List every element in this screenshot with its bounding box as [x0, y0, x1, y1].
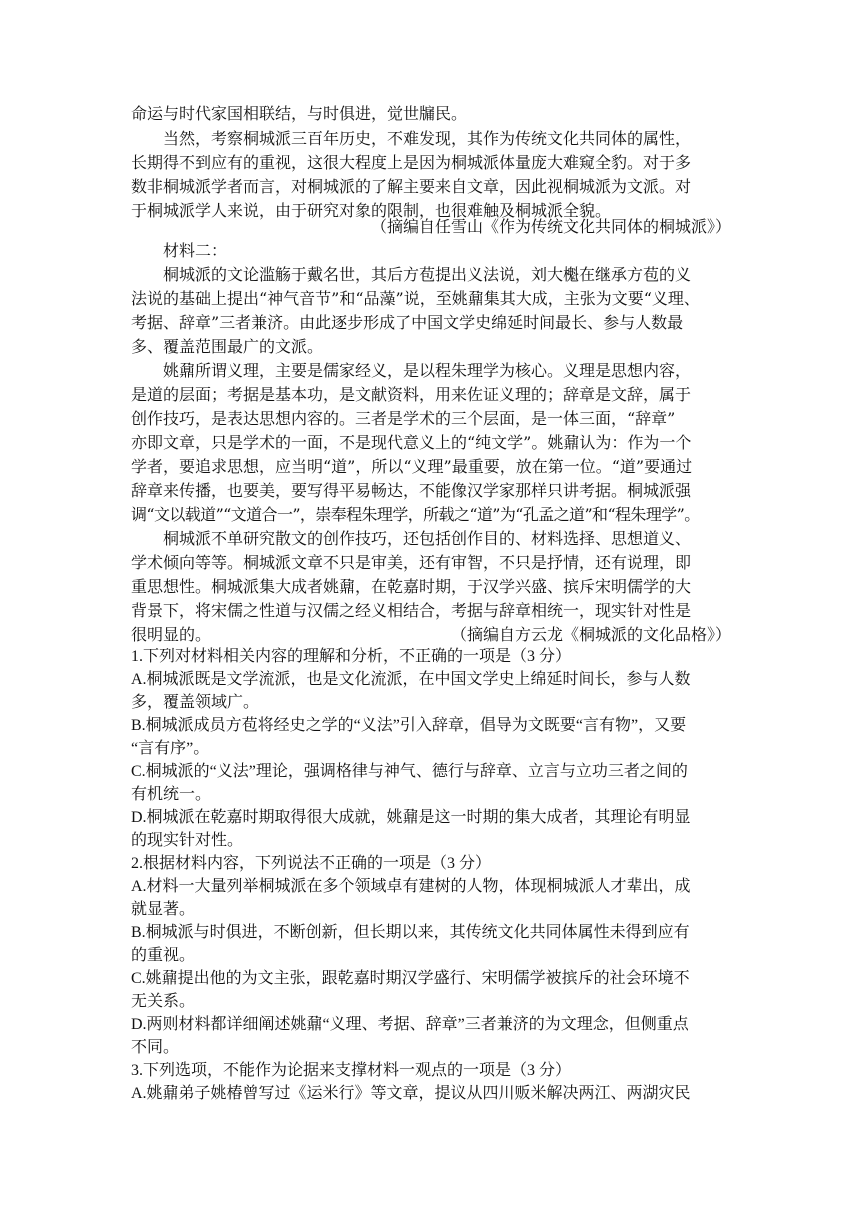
passage-line: 考据、辞章”三者兼济。由此逐步形成了中国文学史绵延时间最长、参与人数最 — [131, 313, 684, 332]
passage-line: 重思想性。桐城派集大成者姚鼐，在乾嘉时期，于汉学兴盛、摈斥宋明儒学的大 — [131, 577, 692, 596]
question-1-option-d: 的现实针对性。 — [131, 832, 244, 849]
passage-line: 很明显的。 — [131, 625, 212, 644]
passage-line: 学者，要追求思想，应当明“道”，所以“义理”最重要，放在第一位。“道”要通过 — [131, 457, 693, 476]
passage-line: 创作技巧，是表达思想内容的。三者是学术的三个层面，是一体三面，“辞章” — [131, 409, 676, 428]
question-1-option-b: B.桐城派成员方苞将经史之学的“义法”引入辞章，倡导为文既要“言有物”，又要 — [131, 717, 687, 734]
passage-line: 命运与时代家国相联结，与时俱进，觉世牖民。 — [131, 104, 468, 123]
passage-line: 辞章来传播，也要美，要写得平易畅达，不能像汉学家那样只讲考据。桐城派强 — [131, 481, 692, 500]
question-3-option-a: A.姚鼐弟子姚椿曾写过《运米行》等文章，提议从四川贩米解决两江、两湖灾民 — [131, 1085, 691, 1102]
question-1-option-c: 有机统一。 — [131, 786, 212, 803]
passage-line: 桐城派的文论滥觞于戴名世，其后方苞提出义法说，刘大櫆在继承方苞的义 — [131, 265, 692, 284]
question-2-option-a: A.材料一大量列举桐城派在多个领域卓有建树的人物，体现桐城派人才辈出，成 — [131, 878, 691, 895]
passage-line: 学术倾向等等。桐城派文章不只是审美，还有审智，不只是抒情，还有说理，即 — [131, 553, 692, 572]
question-2-option-c: 无关系。 — [131, 993, 196, 1010]
question-1-option-a: 多，覆盖领域广。 — [131, 694, 260, 711]
passage-line: 多、覆盖范围最广的文派。 — [131, 337, 324, 356]
passage-line: 当然，考察桐城派三百年历史，不难发现，其作为传统文化共同体的属性， — [131, 129, 692, 148]
material-heading: 材料二： — [131, 241, 228, 260]
passage-line: 姚鼐所谓义理，主要是儒家经义，是以程朱理学为核心。义理是思想内容， — [131, 361, 692, 380]
passage-line: 调“文以载道”“文道合一”，崇奉程朱理学，所载之“道”为“孔孟之道”和“程朱理学”。 — [131, 505, 700, 524]
question-2-option-a: 就显著。 — [131, 901, 196, 918]
question-2-stem: 2.根据材料内容，下列说法不正确的一项是（3 分） — [131, 855, 492, 872]
question-2-option-d: D.两则材料都详细阐述姚鼐“义理、考据、辞章”三者兼济的为文理念，但侧重点 — [131, 1016, 689, 1033]
question-2-option-d: 不同。 — [131, 1039, 180, 1056]
passage-line: 于桐城派学人来说，由于研究对象的限制，也很难触及桐城派全貌。 — [131, 201, 612, 220]
question-1-option-d: D.桐城派在乾嘉时期取得很大成就，姚鼐是这一时期的集大成者，其理论有明显 — [131, 809, 691, 826]
question-1-stem: 1.下列对材料相关内容的理解和分析，不正确的一项是（3 分） — [131, 648, 572, 665]
passage-line: 桐城派不单研究散文的创作技巧，还包括创作目的、材料选择、思想道义、 — [131, 529, 692, 548]
passage-line: 背景下，将宋儒之性道与汉儒之经义相结合，考据与辞章相统一，现实针对性是 — [131, 601, 692, 620]
source-citation-2: （摘编自方云龙《桐城派的文化品格》） — [450, 625, 731, 644]
passage-line: 亦即文章，只是学术的一面，不是现代意义上的“纯文学”。姚鼐认为：作为一个 — [131, 433, 692, 452]
question-1-option-b: “言有序”。 — [131, 740, 210, 757]
question-2-option-c: C.姚鼐提出他的为文主张，跟乾嘉时期汉学盛行、宋明儒学被摈斥的社会环境不 — [131, 970, 690, 987]
question-1-option-c: C.桐城派的“义法”理论，强调格律与神气、德行与辞章、立言与立功三者之间的 — [131, 763, 688, 780]
passage-line: 是道的层面；考据是基本功，是文献资料，用来佐证义理的；辞章是文辞，属于 — [131, 385, 692, 404]
passage-line: 长期得不到应有的重视，这很大程度上是因为桐城派体量庞大难窥全豹。对于多 — [131, 153, 692, 172]
question-1-option-a: A.桐城派既是文学流派，也是文化流派，在中国文学史上绵延时间长，参与人数 — [131, 671, 691, 688]
question-2-option-b: B.桐城派与时俱进，不断创新，但长期以来，其传统文化共同体属性未得到应有 — [131, 924, 690, 941]
passage-line: 数非桐城派学者而言，对桐城派的了解主要来自文章，因此视桐城派为文派。对 — [131, 177, 692, 196]
question-3-stem: 3.下列选项，不能作为论据来支撑材料一观点的一项是（3 分） — [131, 1062, 572, 1079]
source-citation-1: （摘编自任雪山《作为传统文化共同体的桐城派》） — [370, 217, 731, 236]
passage-line: 法说的基础上提出“神气音节”和“品藻”说，至姚鼐集其大成，主张为文要“义理、 — [131, 289, 700, 308]
question-2-option-b: 的重视。 — [131, 947, 196, 964]
